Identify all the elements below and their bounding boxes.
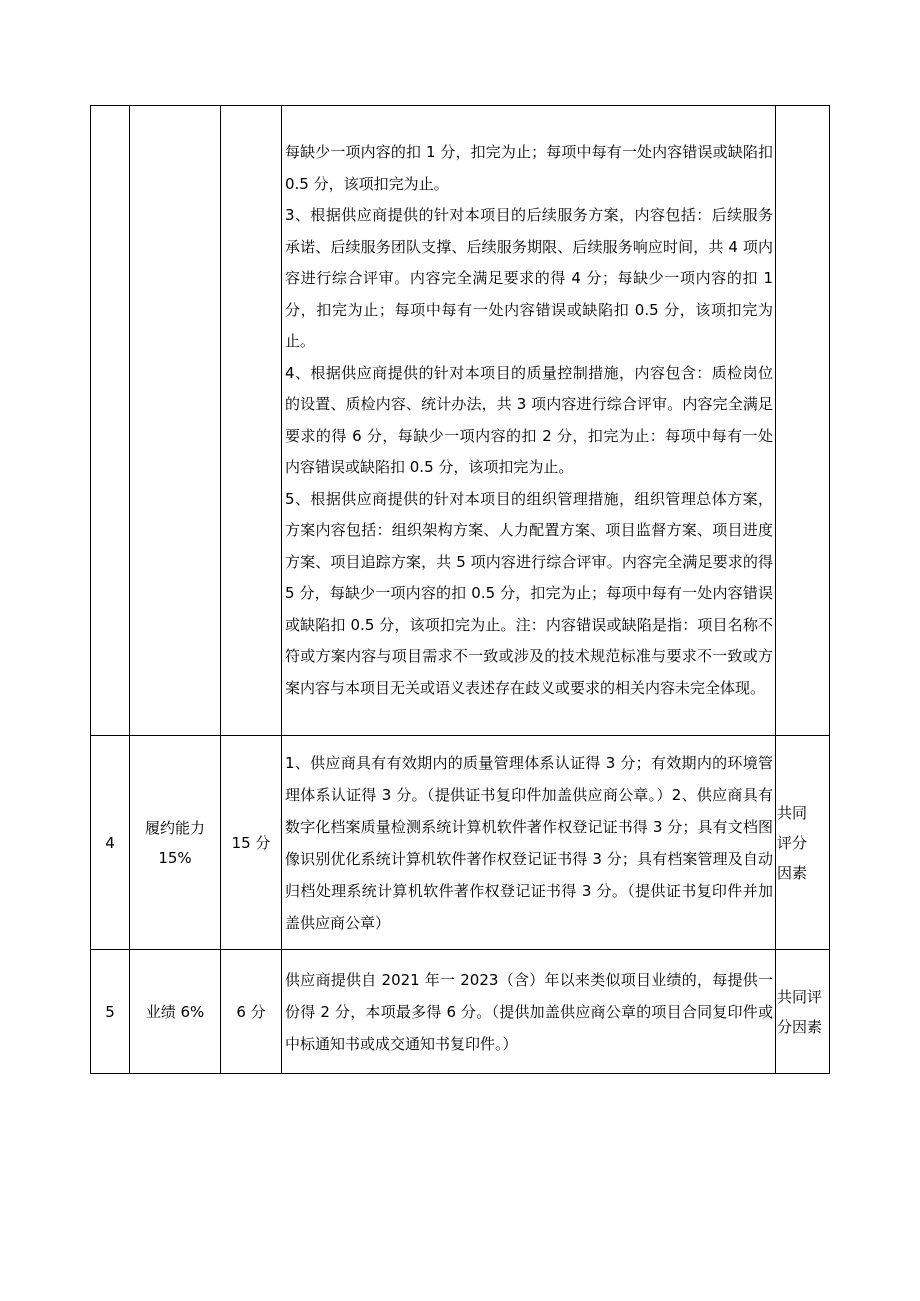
criteria-cell	[282, 106, 776, 736]
criteria-cell	[282, 950, 776, 1074]
index-cell	[91, 106, 130, 736]
notes-line: 共同	[777, 803, 808, 822]
notes-line: 评分	[777, 833, 808, 852]
score-cell: 15 分	[221, 736, 282, 950]
criteria-paragraph: 3、根据供应商提供的针对本项目的后续服务方案，内容包括：后续服务承诺、后续服务团队支撑、后续服务期限、后续服务响应时间，共 4 项内容进行综合评审。内容完全满足要求的得 4 分；每缺少一项内容的扣 1 分，扣完为止；每项中每有一处内容错误或缺陷扣 0.5 分，该项扣完为止。	[285, 206, 773, 350]
score-cell: 6 分	[221, 950, 282, 1074]
table-row	[91, 950, 830, 1074]
scoring-table	[90, 105, 830, 1074]
notes-line: 因素	[777, 863, 808, 882]
index-cell: 5	[91, 950, 130, 1074]
table-row	[91, 106, 830, 736]
criteria-paragraph: 5、根据供应商提供的针对本项目的组织管理措施，组织管理总体方案，方案内容包括：组织架构方案、人力配置方案、项目监督方案、项目进度方案、项目追踪方案，共 5 项内容进行综合评审。内容完全满足要求的得 5 分，每缺少一项内容的扣 0.5 分，扣完为止；每项中每有一处内容错误或缺陷扣 0.5 分，该项扣完为止。注：内容错误或缺陷是指：项目名称不符或方案内容与项目需求不一致或涉及的技术规范标准与要求不一致或方案内容与本项目无关或语义表述存在歧义或要求的相关内容未完全体现。	[285, 489, 773, 697]
score-cell	[221, 106, 282, 736]
criteria-cell	[282, 736, 776, 950]
item-name-cell	[130, 106, 221, 736]
notes-cell	[776, 106, 830, 736]
criteria-paragraph: 供应商提供自 2021 年一 2023（含）年以来类似项目业绩的，每提供一份得 2 分，本项最多得 6 分。（提供加盖供应商公章的项目合同复印件或中标通知书或成交通知书复印件。）	[285, 970, 773, 1053]
criteria-paragraph: 1、供应商具有有效期内的质量管理体系认证得 3 分；有效期内的环境管理体系认证得 3 分。（提供证书复印件加盖供应商公章。）2、供应商具有数字化档案质量检测系统计算机软件著作权登记证书得 3 分；具有文档图像识别优化系统计算机软件著作权登记证书得 3 分；具有档案管理及自动归档处理系统计算机软件著作权登记证书得 3 分。（提供证书复印件并加盖供应商公章）	[285, 753, 773, 932]
item-name-cell: 业绩 6%	[130, 950, 221, 1074]
item-weight: 15%	[158, 848, 192, 867]
criteria-paragraph: 4、根据供应商提供的针对本项目的质量控制措施，内容包含：质检岗位的设置、质检内容、统计办法，共 3 项内容进行综合评审。内容完全满足要求的得 6 分，每缺少一项内容的扣 2 分，扣完为止：每项中每有一处内容错误或缺陷扣 0.5 分，该项扣完为止。	[285, 363, 773, 476]
notes-cell	[776, 736, 830, 950]
table-row	[91, 736, 830, 950]
index-cell: 4	[91, 736, 130, 950]
item-name: 履约能力	[144, 818, 205, 837]
notes-cell: 共同评分因素	[776, 950, 830, 1074]
criteria-paragraph: 每缺少一项内容的扣 1 分，扣完为止；每项中每有一处内容错误或缺陷扣 0.5 分，该项扣完为止。	[285, 143, 773, 193]
item-name-cell	[130, 736, 221, 950]
